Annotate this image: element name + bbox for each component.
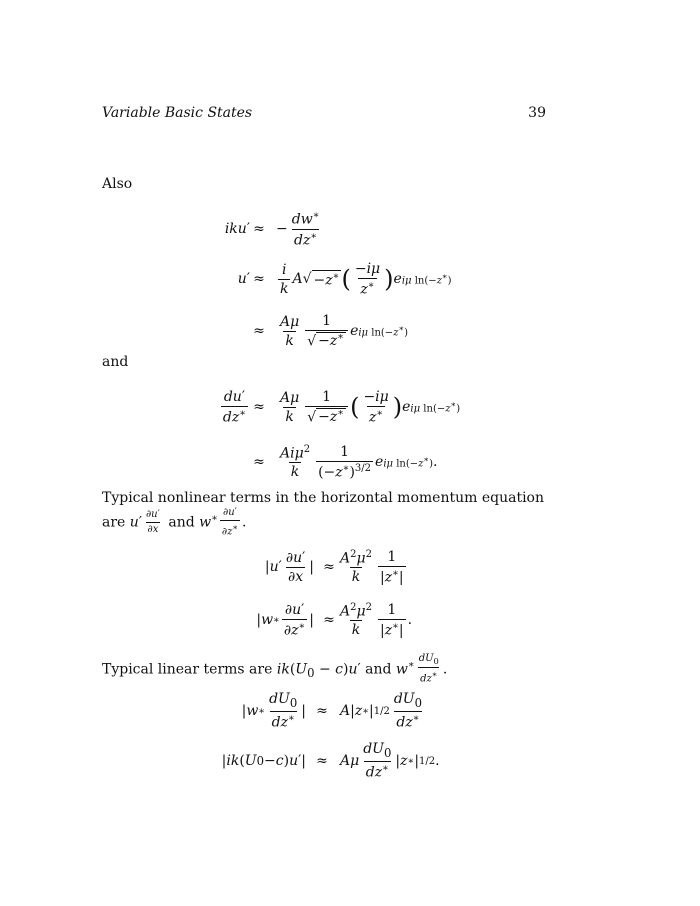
equation-row: [0, 209, 700, 249]
text-linear: Typical linear terms are: [102, 661, 273, 678]
page-number: 39: [528, 105, 546, 121]
equation-row: [0, 691, 700, 731]
approx-symbol: ≈: [323, 559, 335, 575]
approx-symbol: ≈: [253, 323, 265, 339]
paragraph-and: [102, 352, 546, 372]
approx-symbol: ≈: [253, 399, 265, 415]
paragraph-also: [102, 174, 546, 194]
equation-lhs: | w ∗ $\frac{dU_0}{dz^∗}$ |: [241, 690, 306, 732]
equation-rhs: $\frac{A\mu}{k}$ $\frac{1}{√ -z^∗}$ e iμ ln(−z∗): [280, 312, 409, 350]
equation-row: [0, 442, 700, 482]
approx-symbol: ≈: [316, 753, 328, 769]
equation-rhs: $\frac{i}{k}$ A √ −z∗ ( $\frac{-i\mu}{z^∗}$ ) e iμ ln(−z∗): [280, 260, 452, 298]
equation-rhs: − $\frac{dw^∗}{dz^∗}$: [276, 209, 320, 249]
equation-lhs: | w ∗ $\frac{\partial u'}{\partial z^∗}$ |: [256, 601, 314, 639]
approx-symbol: ≈: [316, 703, 328, 719]
approx-symbol: ≈: [253, 221, 265, 237]
text-linear-and: and: [365, 661, 392, 678]
equation-lhs: | ik ( U 0 − c ) u ′|: [221, 753, 306, 769]
text-nonlinear: Typical nonlinear terms in the horizontal momentum equation are: [102, 490, 544, 531]
approx-symbol: ≈: [253, 271, 265, 287]
approx-symbol: ≈: [253, 454, 265, 470]
paragraph-nonlinear: Typical nonlinear terms in the horizontal momentum equation are u′ $\frac{\partial u'}{\partial x}$ and w∗ $\frac{\partial u'}{\partial z^∗}$ .: [102, 490, 544, 538]
text-nonlinear-and: and: [168, 514, 195, 531]
equation-rhs: $\frac{Ai\mu^2}{k}$ $\frac{1}{(-z^∗)^{3/2}}$ e iμ ln(−z∗) .: [280, 443, 438, 481]
running-head-title: Variable Basic States: [102, 105, 253, 121]
equation-lhs: iku ′: [224, 221, 250, 237]
equation-rhs: $\frac{A^2\mu^2}{k}$ $\frac{1}{|z^∗|}$: [340, 548, 404, 586]
equation-rhs: A | z ∗ | 1/2 $\frac{dU_0}{dz^∗}$: [340, 690, 423, 732]
equation-row: [0, 547, 700, 587]
equation-lhs: u ′: [237, 271, 250, 287]
equation-lhs: | u ′ $\frac{\partial u'}{\partial x}$ |: [264, 549, 314, 585]
equation-rhs: $\frac{A^2\mu^2}{k}$ $\frac{1}{|z^∗|}$ .: [340, 601, 413, 639]
approx-symbol: ≈: [323, 612, 335, 628]
running-head: [102, 105, 546, 127]
text-and: and: [102, 354, 129, 370]
equation-rhs: Aμ $\frac{dU_0}{dz^∗}$ | z ∗ | 1/2 .: [340, 740, 440, 782]
equation-row: [0, 741, 700, 781]
equation-row: [0, 600, 700, 640]
text-also: Also: [102, 176, 133, 192]
equation-rhs: $\frac{A\mu}{k}$ $\frac{1}{√ -z^∗}$ ( $\frac{-i\mu}{z^∗}$ ) e iμ ln(−z∗): [280, 388, 461, 426]
equation-row: [0, 311, 700, 351]
equation-lhs: $\frac{du'}{dz^∗}$: [222, 388, 246, 426]
equation-row: [0, 259, 700, 299]
equation-row: [0, 387, 700, 427]
paragraph-linear: Typical linear terms are $ik(U_0 - c)u'$ and w∗ $\frac{dU_0}{dz^∗}$ .: [102, 653, 448, 685]
